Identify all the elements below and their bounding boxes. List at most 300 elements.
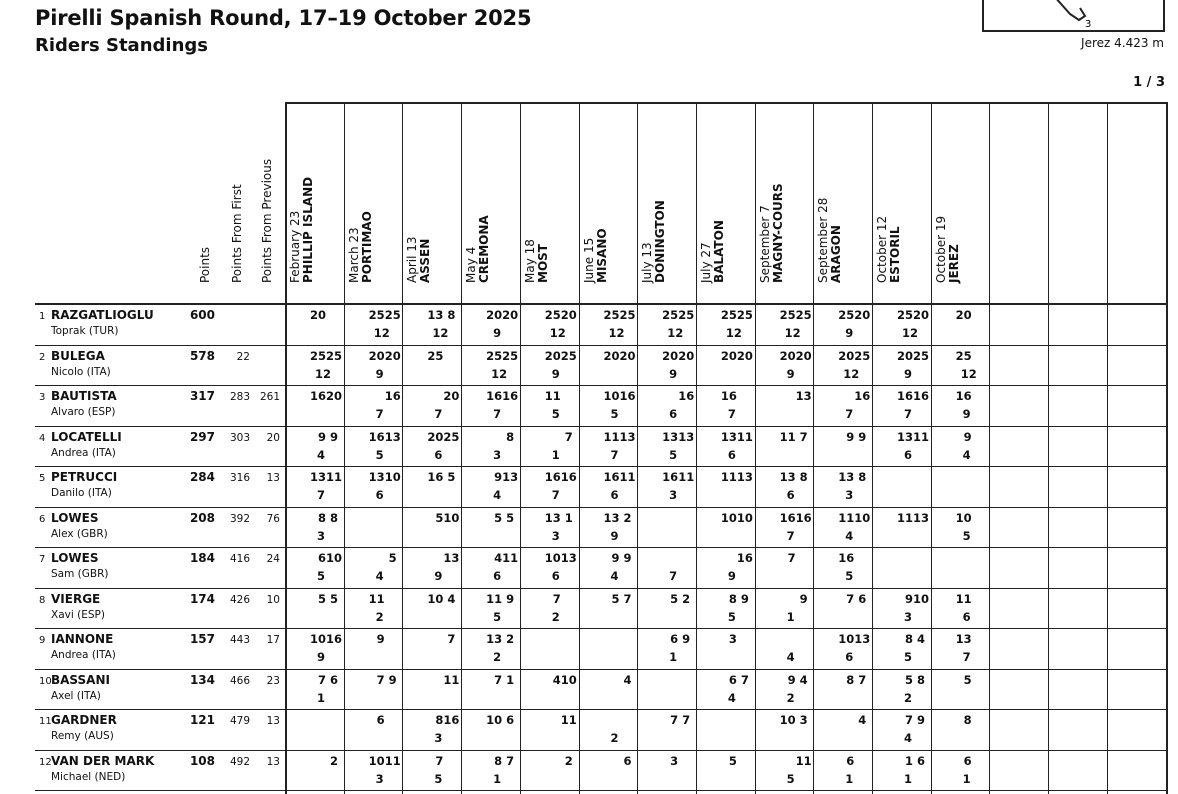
superpole-points: 6 bbox=[727, 447, 736, 462]
race1-points: 7 bbox=[317, 672, 326, 687]
round-result-cell bbox=[755, 710, 813, 750]
round-header-6: June 15 MISANO bbox=[581, 228, 609, 283]
rider-first-name: Michael (NED) bbox=[51, 770, 126, 783]
superpole-points: 6 bbox=[845, 650, 854, 664]
header-points-from-first: Points From First bbox=[230, 184, 244, 283]
points-from-previous: 13 bbox=[266, 472, 280, 484]
race1-points: 13 bbox=[368, 470, 385, 484]
race2-points: 4 bbox=[858, 713, 867, 727]
round-result-cell bbox=[696, 670, 754, 710]
rider-points: 578 bbox=[189, 348, 215, 363]
race2-points: 10 bbox=[913, 591, 930, 606]
superpole-points: 6 bbox=[669, 407, 678, 421]
round-header-11: October 12 ESTORIL bbox=[875, 215, 902, 283]
points-from-first: 316 bbox=[229, 472, 250, 484]
round-header-7: July 13 DONINGTON bbox=[640, 200, 668, 283]
race1-points: 16 bbox=[662, 470, 679, 484]
round-result-cell bbox=[872, 710, 930, 750]
round-result-cell bbox=[344, 548, 402, 588]
superpole-points: 7 bbox=[375, 407, 384, 421]
race2-points: 11 bbox=[619, 470, 636, 484]
table-row bbox=[35, 386, 1165, 426]
superpole-points: 4 bbox=[610, 569, 619, 583]
race1-points: 16 bbox=[838, 551, 855, 565]
race1-points: 20 bbox=[662, 348, 679, 363]
superpole-points: 12 bbox=[491, 366, 508, 381]
superpole-points: 1 bbox=[316, 690, 325, 705]
superpole-points: 12 bbox=[902, 326, 919, 340]
race1-points: 5 bbox=[435, 510, 444, 525]
round-result-cell bbox=[520, 305, 578, 345]
round-result-cell bbox=[931, 751, 989, 791]
race1-points: 7 bbox=[787, 551, 796, 565]
race1-points: 13 bbox=[955, 632, 972, 646]
race2-points: 13 bbox=[678, 429, 695, 444]
rider-last-name: GARDNER bbox=[51, 713, 117, 727]
round-result-cell bbox=[696, 427, 754, 467]
table-row bbox=[35, 670, 1165, 710]
race2-points: 13 bbox=[795, 389, 812, 403]
race2-points: 16 bbox=[795, 510, 812, 525]
round-result-cell bbox=[402, 710, 460, 750]
race2-points: 5 bbox=[447, 470, 456, 484]
superpole-points: 5 bbox=[610, 407, 619, 421]
race1-points: 25 bbox=[603, 308, 620, 322]
superpole-points: 12 bbox=[667, 326, 684, 340]
superpole-points: 4 bbox=[845, 528, 854, 543]
superpole-points: 12 bbox=[843, 366, 860, 381]
superpole-points: 5 bbox=[903, 650, 912, 664]
round-result-cell bbox=[931, 346, 989, 386]
race2-points: 16 bbox=[326, 632, 343, 646]
round-result-cell bbox=[579, 508, 637, 548]
round-result-cell bbox=[696, 386, 754, 426]
round-result-cell bbox=[872, 670, 930, 710]
race2-points: 20 bbox=[502, 308, 519, 322]
superpole-points: 7 bbox=[962, 650, 971, 664]
superpole-points: 2 bbox=[551, 609, 560, 624]
race1-points: 6 bbox=[846, 753, 855, 768]
race1-points: 8 bbox=[728, 591, 737, 606]
race2-points: 25 bbox=[854, 348, 871, 363]
table-row bbox=[35, 346, 1165, 386]
race1-points: 3 bbox=[728, 632, 737, 646]
round-result-cell bbox=[696, 548, 754, 588]
race2-points: 8 bbox=[858, 470, 867, 484]
points-from-previous: 23 bbox=[266, 674, 280, 687]
rider-points: 134 bbox=[189, 672, 215, 687]
round-header-4: May 4 CREMONA bbox=[464, 215, 492, 283]
superpole-points: 12 bbox=[549, 326, 566, 340]
round-result-cell bbox=[344, 710, 402, 750]
race2-points: 25 bbox=[502, 348, 519, 363]
round-result-cell bbox=[344, 305, 402, 345]
rider-first-name: Alvaro (ESP) bbox=[51, 406, 116, 418]
superpole-points: 12 bbox=[784, 326, 801, 340]
superpole-points: 1 bbox=[903, 771, 912, 786]
round-result-cell bbox=[931, 589, 989, 629]
round-result-cell bbox=[579, 670, 637, 710]
round-header-9: September 7 MAGNY-COURS bbox=[757, 183, 785, 283]
race2-points: 11 bbox=[443, 672, 460, 687]
superpole-points: 3 bbox=[375, 771, 384, 786]
rider-last-name: VAN DER MARK bbox=[51, 753, 155, 768]
table-row bbox=[35, 467, 1165, 507]
round-result-cell bbox=[344, 508, 402, 548]
race1-points: 1 bbox=[904, 753, 913, 768]
race2-points: 20 bbox=[384, 348, 401, 363]
superpole-points: 9 bbox=[493, 326, 502, 340]
superpole-points: 5 bbox=[786, 771, 795, 786]
race1-points: 3 bbox=[670, 753, 679, 768]
race1-points: 11 bbox=[544, 389, 561, 403]
round-result-cell bbox=[931, 386, 989, 426]
race2-points: 11 bbox=[913, 429, 930, 444]
race1-points: 20 bbox=[368, 348, 385, 363]
superpole-points: 9 bbox=[903, 366, 912, 381]
round-header-1: February 23 PHILLIP ISLAND bbox=[288, 176, 315, 283]
round-result-cell bbox=[696, 346, 754, 386]
rider-points: 297 bbox=[189, 429, 215, 444]
rider-last-name: IANNONE bbox=[51, 632, 114, 646]
report-subtitle: Riders Standings bbox=[35, 35, 208, 56]
race1-points: 9 bbox=[317, 429, 326, 444]
round-result-cell bbox=[755, 508, 813, 548]
round-result-cell bbox=[637, 508, 695, 548]
round-result-cell bbox=[813, 508, 871, 548]
round-result-cell bbox=[461, 508, 519, 548]
race2-points: 16 bbox=[854, 389, 871, 403]
table-row bbox=[35, 427, 1165, 467]
race2-points: 10 bbox=[854, 510, 871, 525]
race2-points: 6 bbox=[623, 753, 632, 768]
race1-points: 9 bbox=[494, 470, 503, 484]
round-result-cell bbox=[344, 346, 402, 386]
race2-points: 5 bbox=[506, 510, 515, 525]
points-from-previous: 261 bbox=[259, 391, 280, 403]
rider-position: 6 bbox=[39, 513, 46, 525]
race1-points: 25 bbox=[427, 348, 444, 363]
rider-points: 157 bbox=[189, 632, 215, 646]
race1-points: 5 bbox=[611, 591, 620, 606]
race1-points: 16 bbox=[544, 470, 561, 484]
round-result-cell bbox=[520, 508, 578, 548]
race1-points: 25 bbox=[720, 308, 737, 322]
superpole-points: 6 bbox=[962, 609, 971, 624]
round-header-10: September 28 ARAGON bbox=[816, 197, 844, 283]
superpole-points: 3 bbox=[845, 488, 854, 502]
superpole-points: 1 bbox=[845, 771, 854, 786]
round-result-cell bbox=[755, 346, 813, 386]
superpole-points: 9 bbox=[727, 569, 736, 583]
race1-points: 9 bbox=[376, 632, 385, 646]
superpole-points: 6 bbox=[786, 488, 795, 502]
round-result-cell bbox=[931, 467, 989, 507]
race2-points: 10 bbox=[326, 551, 343, 565]
rider-position: 1 bbox=[39, 311, 46, 322]
round-result-cell bbox=[285, 508, 343, 548]
race2-points: 25 bbox=[326, 348, 343, 363]
race1-points: 13 bbox=[720, 429, 737, 444]
race2-points: 13 bbox=[502, 470, 519, 484]
round-result-cell bbox=[637, 427, 695, 467]
round-result-cell bbox=[872, 629, 930, 669]
race2-points: 11 bbox=[736, 429, 753, 444]
round-result-cell bbox=[285, 346, 343, 386]
race1-points: 20 bbox=[544, 348, 561, 363]
race2-points: 25 bbox=[443, 429, 460, 444]
track-corner-label: 3 bbox=[1085, 19, 1092, 30]
race2-points: 16 bbox=[619, 389, 636, 403]
race2-points: 9 bbox=[682, 632, 691, 646]
race2-points: 13 bbox=[384, 429, 401, 444]
race1-points: 9 bbox=[963, 429, 972, 444]
round-result-cell bbox=[931, 670, 989, 710]
race2-points: 16 bbox=[384, 389, 401, 403]
race1-points: 20 bbox=[779, 348, 796, 363]
race2-points: 20 bbox=[619, 348, 636, 363]
race2-points: 2 bbox=[506, 632, 515, 646]
race2-points: 9 bbox=[916, 713, 925, 727]
round-result-cell bbox=[285, 427, 343, 467]
race2-points: 10 bbox=[560, 672, 577, 687]
round-result-cell bbox=[579, 629, 637, 669]
race2-points: 13 bbox=[736, 470, 753, 484]
round-result-cell bbox=[520, 670, 578, 710]
points-from-previous: 10 bbox=[266, 593, 280, 606]
rider-points: 174 bbox=[189, 591, 215, 606]
race1-points: 6 bbox=[670, 632, 679, 646]
superpole-points: 6 bbox=[375, 488, 384, 502]
superpole-points: 2 bbox=[375, 609, 384, 624]
race2-points: 8 bbox=[916, 672, 925, 687]
race1-points: 6 bbox=[963, 753, 972, 768]
race2-points: 25 bbox=[619, 308, 636, 322]
race2-points: 10 bbox=[736, 510, 753, 525]
page-number: 1 / 3 bbox=[1133, 75, 1165, 90]
superpole-points: 4 bbox=[786, 650, 795, 664]
superpole-points: 5 bbox=[434, 771, 443, 786]
race1-points: 10 bbox=[368, 753, 385, 768]
round-result-cell bbox=[285, 670, 343, 710]
race1-points: 10 bbox=[720, 510, 737, 525]
round-result-cell bbox=[755, 467, 813, 507]
round-result-cell bbox=[285, 710, 343, 750]
race2-points: 8 bbox=[447, 308, 456, 322]
round-result-cell bbox=[813, 710, 871, 750]
superpole-points: 7 bbox=[551, 488, 560, 502]
round-result-cell bbox=[285, 548, 343, 588]
points-from-first: 492 bbox=[229, 755, 250, 768]
race1-points: 16 bbox=[720, 389, 737, 403]
race1-points: 13 bbox=[779, 470, 796, 484]
superpole-points: 5 bbox=[845, 569, 854, 583]
round-result-cell bbox=[402, 346, 460, 386]
table-row bbox=[35, 751, 1165, 791]
row-divider bbox=[35, 790, 1167, 791]
rider-first-name: Sam (GBR) bbox=[51, 568, 109, 580]
race1-points: 9 bbox=[846, 429, 855, 444]
superpole-points: 7 bbox=[610, 447, 619, 462]
race1-points: 25 bbox=[309, 348, 326, 363]
race1-points: 10 bbox=[779, 713, 796, 727]
rider-position: 7 bbox=[39, 554, 46, 565]
round-result-cell bbox=[402, 670, 460, 710]
round-result-cell bbox=[402, 548, 460, 588]
round-result-cell bbox=[637, 467, 695, 507]
race1-points: 10 bbox=[544, 551, 561, 565]
superpole-points: 4 bbox=[316, 447, 325, 462]
rider-last-name: LOCATELLI bbox=[51, 429, 122, 444]
round-header-3: April 13 ASSEN bbox=[405, 236, 433, 283]
race2-points: 20 bbox=[854, 308, 871, 322]
rider-first-name: Andrea (ITA) bbox=[51, 649, 116, 661]
superpole-points: 12 bbox=[960, 366, 977, 381]
round-result-cell bbox=[461, 710, 519, 750]
race1-points: 13 bbox=[838, 470, 855, 484]
race2-points: 4 bbox=[916, 632, 925, 646]
race1-points: 11 bbox=[486, 591, 503, 606]
round-result-cell bbox=[872, 548, 930, 588]
race2-points: 25 bbox=[678, 308, 695, 322]
round-result-cell bbox=[402, 589, 460, 629]
race1-points: 10 bbox=[486, 713, 503, 727]
race2-points: 2 bbox=[329, 753, 338, 768]
round-result-cell bbox=[402, 467, 460, 507]
round-result-cell bbox=[285, 589, 343, 629]
race1-points: 13 bbox=[427, 308, 444, 322]
race1-points: 6 bbox=[317, 551, 326, 565]
round-result-cell bbox=[637, 670, 695, 710]
round-result-cell bbox=[637, 710, 695, 750]
round-result-cell bbox=[285, 629, 343, 669]
track-outline-icon bbox=[984, 0, 1167, 32]
round-result-cell bbox=[696, 629, 754, 669]
race2-points: 25 bbox=[384, 308, 401, 322]
track-map bbox=[982, 0, 1165, 32]
race2-points: 4 bbox=[447, 591, 456, 606]
superpole-points: 12 bbox=[725, 326, 742, 340]
column-divider bbox=[1166, 102, 1168, 794]
superpole-points: 5 bbox=[551, 407, 560, 421]
rider-first-name: Xavi (ESP) bbox=[51, 608, 105, 621]
race1-points: 4 bbox=[494, 551, 503, 565]
race2-points: 5 bbox=[329, 591, 338, 606]
round-result-cell bbox=[344, 589, 402, 629]
round-result-cell bbox=[813, 427, 871, 467]
round-result-cell bbox=[637, 386, 695, 426]
superpole-points: 9 bbox=[316, 650, 325, 664]
superpole-points: 9 bbox=[962, 407, 971, 421]
round-result-cell bbox=[285, 386, 343, 426]
superpole-points: 4 bbox=[727, 690, 736, 705]
race1-points: 8 bbox=[317, 510, 326, 525]
round-result-cell bbox=[696, 751, 754, 791]
rider-points: 284 bbox=[189, 470, 215, 484]
superpole-points: 3 bbox=[669, 488, 678, 502]
race1-points: 9 bbox=[904, 591, 913, 606]
race2-points: 25 bbox=[913, 348, 930, 363]
superpole-points: 7 bbox=[727, 407, 736, 421]
round-result-cell bbox=[755, 751, 813, 791]
race2-points: 9 bbox=[329, 429, 338, 444]
header-points-from-previous: Points From Previous bbox=[260, 158, 274, 283]
race1-points: 5 bbox=[494, 510, 503, 525]
race2-points: 13 bbox=[913, 510, 930, 525]
points-from-first: 22 bbox=[236, 350, 250, 363]
race1-points: 13 bbox=[309, 470, 326, 484]
superpole-points: 7 bbox=[316, 488, 325, 502]
race1-points: 9 bbox=[787, 672, 796, 687]
race2-points: 3 bbox=[799, 713, 808, 727]
superpole-points: 12 bbox=[315, 366, 332, 381]
superpole-points: 1 bbox=[669, 650, 678, 664]
round-result-cell bbox=[461, 427, 519, 467]
round-result-cell bbox=[461, 629, 519, 669]
table-row bbox=[35, 629, 1165, 669]
table-row bbox=[35, 508, 1165, 548]
round-result-cell bbox=[461, 751, 519, 791]
race2-points: 20 bbox=[326, 389, 343, 403]
race1-points: 25 bbox=[955, 348, 972, 363]
round-result-cell bbox=[872, 346, 930, 386]
race1-points: 16 bbox=[779, 510, 796, 525]
race1-points: 25 bbox=[838, 308, 855, 322]
superpole-points: 5 bbox=[727, 609, 736, 624]
round-result-cell bbox=[931, 508, 989, 548]
table-top-border bbox=[285, 102, 1167, 104]
round-result-cell bbox=[344, 629, 402, 669]
race2-points: 2 bbox=[564, 753, 573, 768]
points-from-first: 392 bbox=[229, 512, 250, 525]
race1-points: 20 bbox=[309, 308, 326, 322]
race2-points: 20 bbox=[913, 308, 930, 322]
race1-points: 16 bbox=[955, 389, 972, 403]
round-result-cell bbox=[579, 751, 637, 791]
round-result-cell bbox=[579, 427, 637, 467]
round-result-cell bbox=[520, 548, 578, 588]
round-result-cell bbox=[696, 467, 754, 507]
rider-points: 317 bbox=[189, 389, 215, 403]
race2-points: 2 bbox=[682, 591, 691, 606]
race1-points: 11 bbox=[368, 591, 385, 606]
round-result-cell bbox=[755, 427, 813, 467]
race1-points: 13 bbox=[603, 510, 620, 525]
rider-last-name: LOWES bbox=[51, 510, 99, 525]
superpole-points: 3 bbox=[316, 528, 325, 543]
race2-points: 9 bbox=[388, 672, 397, 687]
race2-points: 11 bbox=[795, 753, 812, 768]
race1-points: 8 bbox=[904, 632, 913, 646]
race1-points: 16 bbox=[368, 429, 385, 444]
superpole-points: 2 bbox=[903, 690, 912, 705]
race1-points: 25 bbox=[662, 308, 679, 322]
race1-points: 5 bbox=[317, 591, 326, 606]
points-from-previous: 13 bbox=[266, 755, 280, 768]
race2-points: 1 bbox=[564, 510, 573, 525]
round-result-cell bbox=[696, 589, 754, 629]
race1-points: 20 bbox=[838, 348, 855, 363]
race2-points: 9 bbox=[623, 551, 632, 565]
round-result-cell bbox=[696, 305, 754, 345]
race2-points: 11 bbox=[502, 551, 519, 565]
points-from-previous: 17 bbox=[266, 634, 280, 646]
round-result-cell bbox=[520, 751, 578, 791]
race2-points: 20 bbox=[795, 348, 812, 363]
superpole-points: 4 bbox=[962, 447, 971, 462]
rider-first-name: Nicolo (ITA) bbox=[51, 365, 111, 378]
race2-points: 16 bbox=[736, 551, 753, 565]
